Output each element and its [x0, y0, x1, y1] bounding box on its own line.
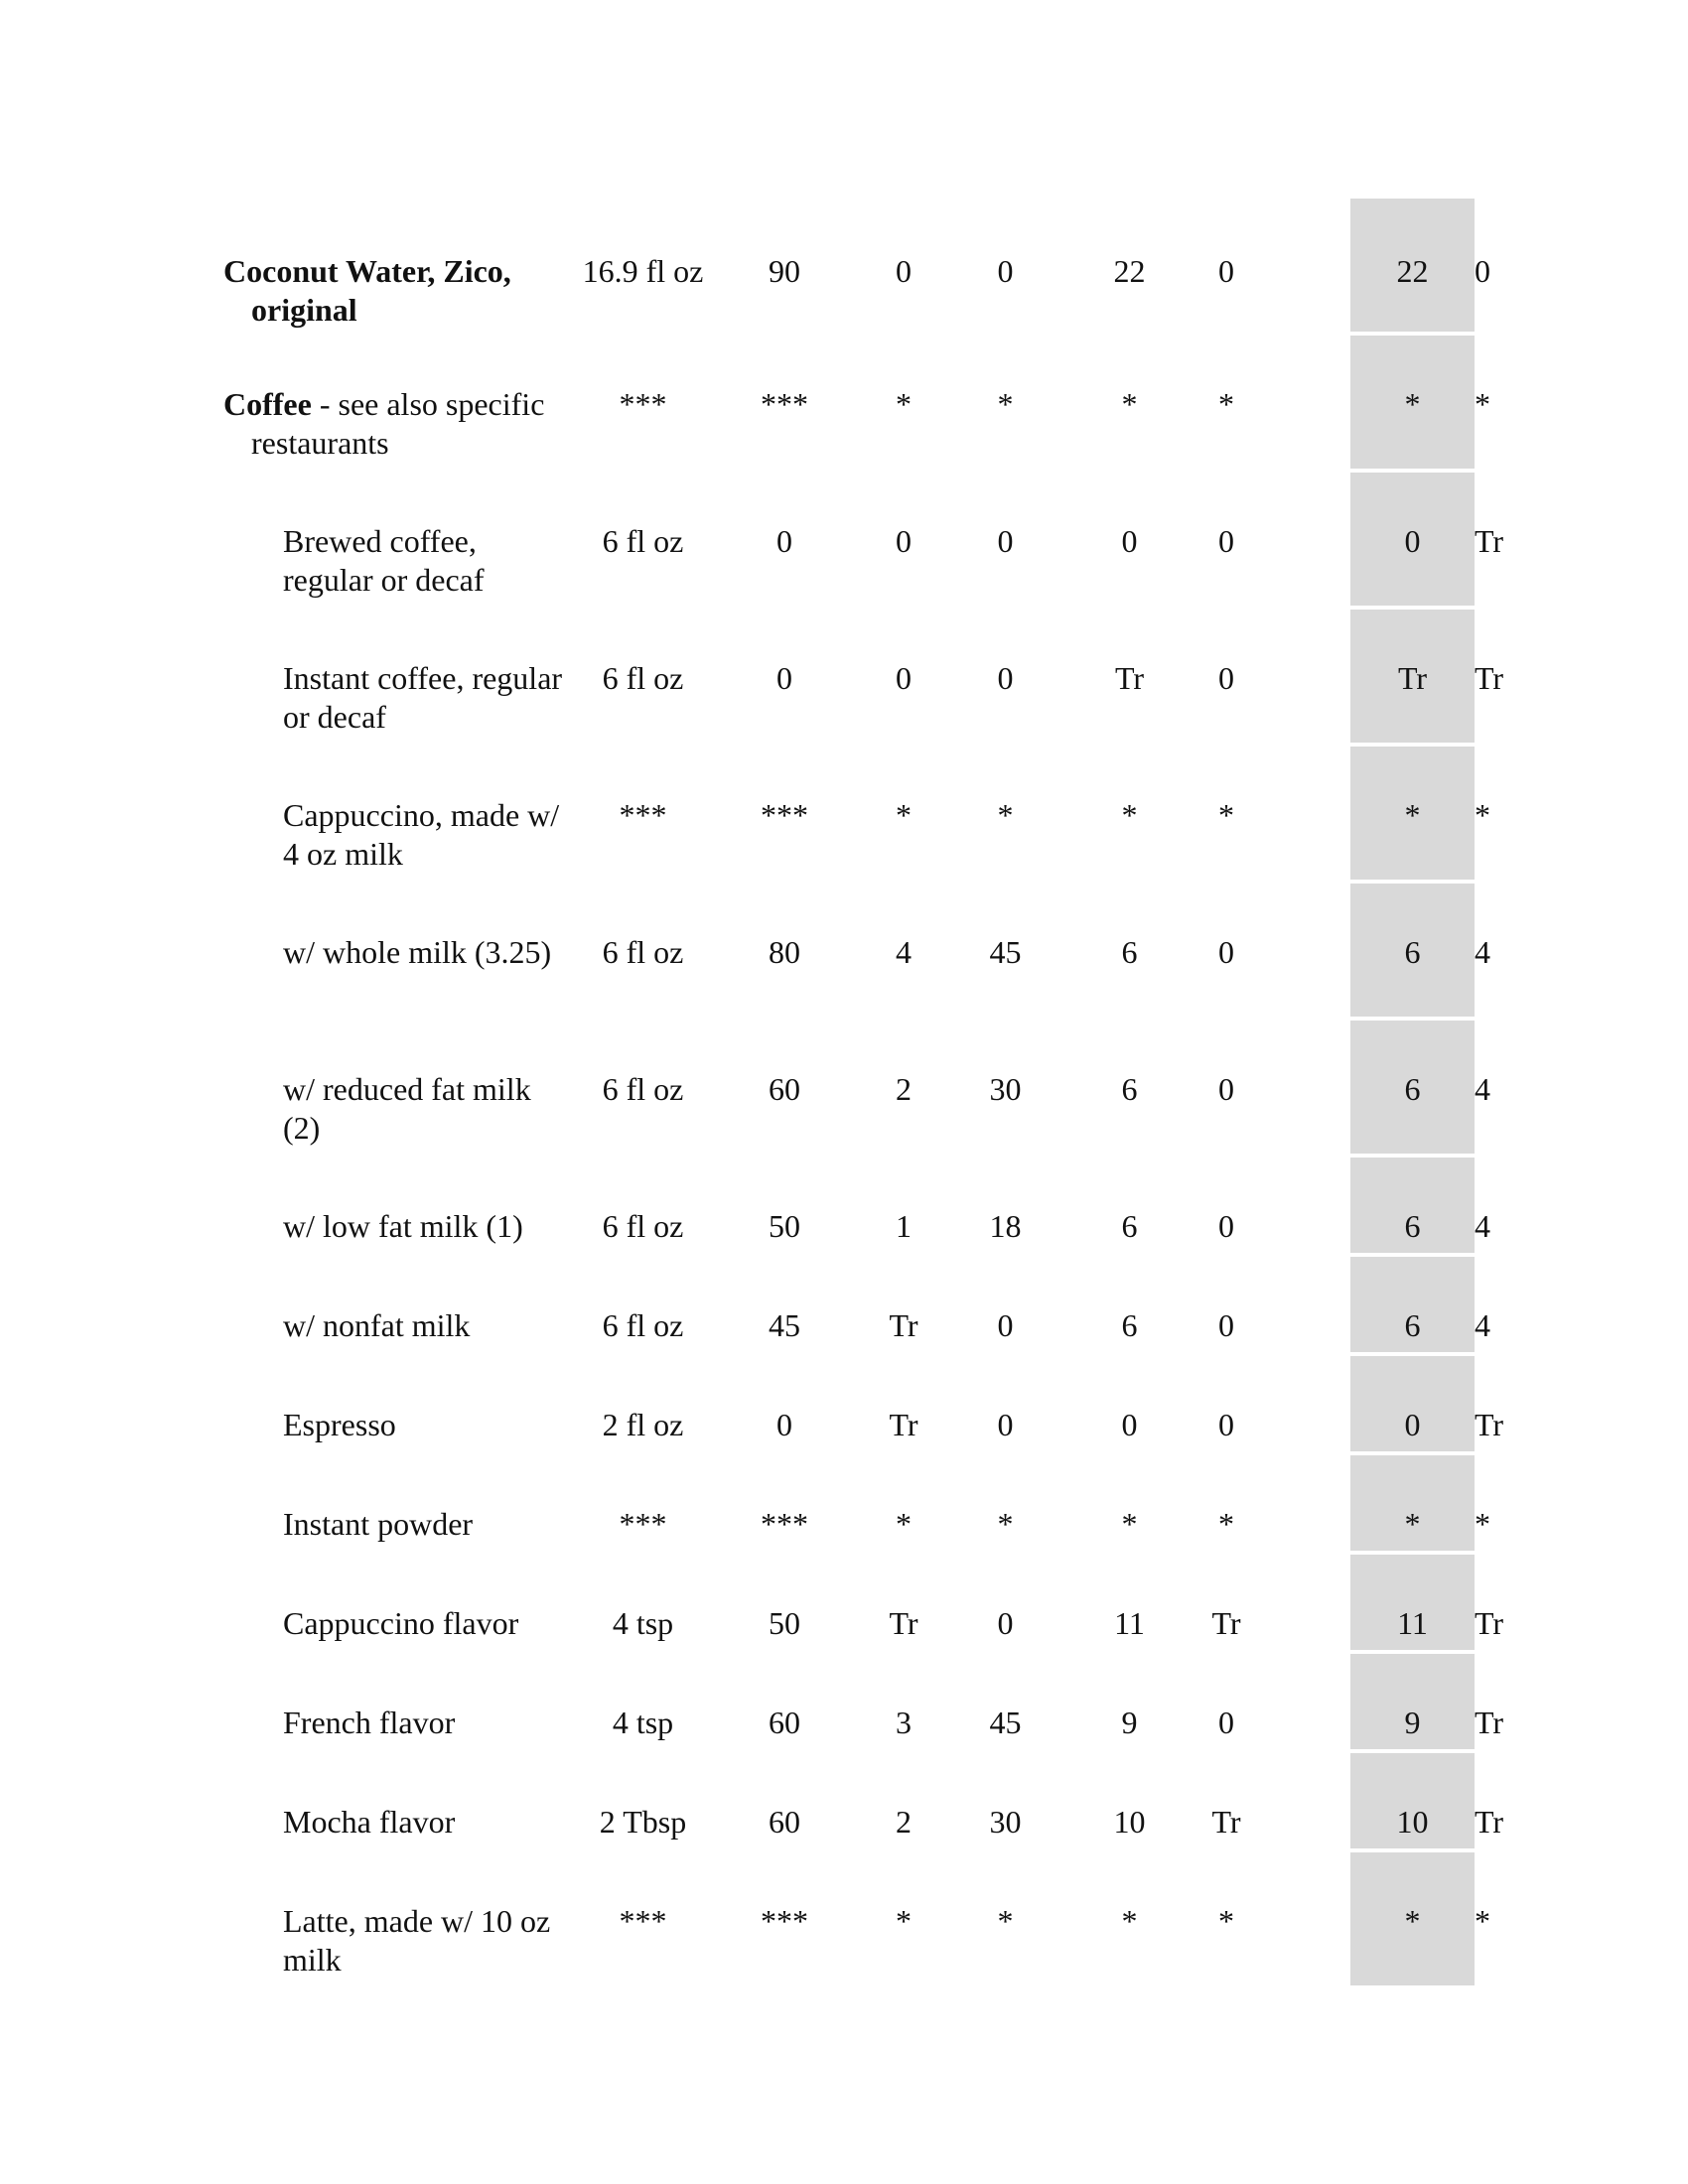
sodium-cell: 0: [953, 1257, 1057, 1356]
spacer-cell: [1251, 610, 1350, 747]
sodium-cell: 18: [953, 1158, 1057, 1257]
sodium-cell: 0: [953, 610, 1057, 747]
food-name-text: Latte, made w/ 10 oz milk: [283, 1903, 551, 1978]
carb-cell: *: [1057, 1455, 1201, 1555]
carb-cell: Tr: [1057, 610, 1201, 747]
sodium-cell: 45: [953, 884, 1057, 1021]
food-name-text: w/ nonfat milk: [283, 1307, 471, 1343]
table-row: w/ whole milk (3.25) 6 fl oz 80 4 45 6 0 6 4: [223, 884, 1475, 1021]
fat-cell: *: [854, 336, 953, 473]
fiber-cell: 0: [1201, 1158, 1251, 1257]
serving-cell: ***: [571, 336, 715, 473]
fat-cell: 0: [854, 610, 953, 747]
fat-cell: 1: [854, 1158, 953, 1257]
table-row: Latte, made w/ 10 oz milk *** *** * * * * * *: [223, 1852, 1475, 1989]
sodium-cell: *: [953, 1455, 1057, 1555]
spacer-cell: [1251, 1654, 1350, 1753]
calories-cell: 80: [715, 884, 854, 1021]
spacer-cell: [1251, 1257, 1350, 1356]
carb-cell: 11: [1057, 1555, 1201, 1654]
food-name: [223, 1158, 571, 1257]
spacer-cell: [1251, 1555, 1350, 1654]
table-row: Coffee - see also specific restaurants *** *** * * * * * *: [223, 336, 1475, 473]
carb-cell: 9: [1057, 1654, 1201, 1753]
food-name-text: French flavor: [283, 1705, 456, 1740]
food-name-text: w/ whole milk (3.25): [283, 934, 552, 970]
spacer-cell: [1251, 336, 1350, 473]
food-name-text: - see also specific restaurants: [251, 386, 545, 461]
food-name: [223, 199, 571, 336]
sugar-cell: *: [1350, 1455, 1475, 1555]
sugar-cell: Tr: [1350, 610, 1475, 747]
food-name: [223, 336, 571, 473]
fiber-cell: *: [1201, 336, 1251, 473]
calories-cell: 0: [715, 610, 854, 747]
sugar-cell: 0: [1350, 1356, 1475, 1455]
serving-cell: 16.9 fl oz: [571, 199, 715, 336]
sodium-cell: 0: [953, 1356, 1057, 1455]
serving-cell: 6 fl oz: [571, 1158, 715, 1257]
nutrition-table: [223, 199, 1504, 1989]
carb-cell: *: [1057, 1852, 1201, 1989]
sugar-cell: *: [1350, 336, 1475, 473]
fat-cell: *: [854, 1852, 953, 1989]
fat-cell: 2: [854, 1021, 953, 1158]
calories-cell: ***: [715, 1852, 854, 1989]
table-row: Mocha flavor 2 Tbsp 60 2 30 10 Tr 10 Tr: [223, 1753, 1475, 1852]
table-row: Instant powder *** *** * * * * * *: [223, 1455, 1475, 1555]
carb-cell: *: [1057, 336, 1201, 473]
food-name-text: w/ low fat milk (1): [283, 1208, 523, 1244]
food-name: [223, 747, 571, 884]
food-name: [223, 1021, 571, 1158]
fat-cell: 3: [854, 1654, 953, 1753]
food-name: [223, 610, 571, 747]
fat-cell: Tr: [854, 1555, 953, 1654]
fiber-cell: *: [1201, 747, 1251, 884]
serving-cell: 6 fl oz: [571, 1021, 715, 1158]
food-name-text: Cappuccino flavor: [283, 1605, 519, 1641]
food-name: [223, 1654, 571, 1753]
serving-cell: 6 fl oz: [571, 884, 715, 1021]
food-name-bold: Coffee: [223, 386, 312, 422]
calories-cell: ***: [715, 1455, 854, 1555]
table-row: Espresso 2 fl oz 0 Tr 0 0 0 0 Tr: [223, 1356, 1475, 1455]
fiber-cell: 0: [1201, 199, 1251, 336]
fat-cell: Tr: [854, 1356, 953, 1455]
fiber-cell: 0: [1201, 473, 1251, 610]
spacer-cell: [1251, 884, 1350, 1021]
food-name-text: Brewed coffee, regular or decaf: [283, 523, 485, 598]
food-name-text: Espresso: [283, 1407, 396, 1442]
fiber-cell: 0: [1201, 884, 1251, 1021]
fiber-cell: 0: [1201, 1021, 1251, 1158]
carb-cell: 6: [1057, 1158, 1201, 1257]
sugar-cell: 11: [1350, 1555, 1475, 1654]
sugar-cell: 6: [1350, 1021, 1475, 1158]
fat-cell: 0: [854, 473, 953, 610]
carb-cell: 0: [1057, 473, 1201, 610]
calories-cell: 90: [715, 199, 854, 336]
food-name-text: Cappuccino, made w/ 4 oz milk: [283, 797, 560, 872]
spacer-cell: [1251, 747, 1350, 884]
food-name: [223, 1356, 571, 1455]
spacer-cell: [1251, 1455, 1350, 1555]
table-row: Cappuccino, made w/ 4 oz milk *** *** * * * * * *: [223, 747, 1475, 884]
food-name: [223, 1555, 571, 1654]
sugar-cell: 9: [1350, 1654, 1475, 1753]
table-row: French flavor 4 tsp 60 3 45 9 0 9 Tr: [223, 1654, 1475, 1753]
spacer-cell: [1251, 1021, 1350, 1158]
food-name: [223, 1455, 571, 1555]
calories-cell: ***: [715, 336, 854, 473]
fat-cell: 4: [854, 884, 953, 1021]
fat-cell: *: [854, 1455, 953, 1555]
calories-cell: 60: [715, 1753, 854, 1852]
fiber-cell: 0: [1201, 1654, 1251, 1753]
serving-cell: 6 fl oz: [571, 610, 715, 747]
fat-cell: Tr: [854, 1257, 953, 1356]
food-name: [223, 1852, 571, 1989]
food-name-text: Instant powder: [283, 1506, 474, 1542]
spacer-cell: [1251, 1753, 1350, 1852]
fat-cell: *: [854, 747, 953, 884]
food-name-bold: Coconut Water, Zico, original: [223, 253, 511, 328]
carb-cell: 6: [1057, 1021, 1201, 1158]
serving-cell: 4 tsp: [571, 1654, 715, 1753]
fiber-cell: 0: [1201, 1257, 1251, 1356]
serving-cell: 2 fl oz: [571, 1356, 715, 1455]
fiber-cell: Tr: [1201, 1753, 1251, 1852]
serving-cell: ***: [571, 747, 715, 884]
food-name: [223, 884, 571, 1021]
serving-cell: 4 tsp: [571, 1555, 715, 1654]
sugar-cell: 22: [1350, 199, 1475, 336]
calories-cell: 50: [715, 1555, 854, 1654]
table-row: w/ reduced fat milk (2) 6 fl oz 60 2 30 6 0 6 4: [223, 1021, 1475, 1158]
serving-cell: 2 Tbsp: [571, 1753, 715, 1852]
spacer-cell: [1251, 1158, 1350, 1257]
food-name-text: Mocha flavor: [283, 1804, 456, 1840]
table-row: Coconut Water, Zico, original 16.9 fl oz 90 0 0 22 0 22 0: [223, 199, 1475, 336]
calories-cell: 45: [715, 1257, 854, 1356]
sodium-cell: *: [953, 747, 1057, 884]
table-row: Brewed coffee, regular or decaf 6 fl oz 0 0 0 0 0 0 Tr: [223, 473, 1475, 610]
carb-cell: 6: [1057, 1257, 1201, 1356]
sodium-cell: 0: [953, 1555, 1057, 1654]
serving-cell: 6 fl oz: [571, 1257, 715, 1356]
sugar-cell: 0: [1350, 473, 1475, 610]
fiber-cell: *: [1201, 1455, 1251, 1555]
carb-cell: 22: [1057, 199, 1201, 336]
calories-cell: 0: [715, 1356, 854, 1455]
carb-cell: 6: [1057, 884, 1201, 1021]
calories-cell: 60: [715, 1021, 854, 1158]
food-name-text: Instant coffee, regular or decaf: [283, 660, 563, 735]
spacer-cell: [1251, 1852, 1350, 1989]
food-name: [223, 473, 571, 610]
carb-cell: *: [1057, 747, 1201, 884]
sugar-cell: *: [1350, 1852, 1475, 1989]
spacer-cell: [1251, 1356, 1350, 1455]
serving-cell: ***: [571, 1852, 715, 1989]
food-name: [223, 1753, 571, 1852]
sodium-cell: 30: [953, 1021, 1057, 1158]
sodium-cell: *: [953, 336, 1057, 473]
fiber-cell: *: [1201, 1852, 1251, 1989]
fat-cell: 0: [854, 199, 953, 336]
sodium-cell: 0: [953, 473, 1057, 610]
table-row: w/ low fat milk (1) 6 fl oz 50 1 18 6 0 6 4: [223, 1158, 1475, 1257]
table-row: w/ nonfat milk 6 fl oz 45 Tr 0 6 0 6 4: [223, 1257, 1475, 1356]
calories-cell: 60: [715, 1654, 854, 1753]
sugar-cell: *: [1350, 747, 1475, 884]
spacer-cell: [1251, 199, 1350, 336]
table-row: Instant coffee, regular or decaf 6 fl oz 0 0 0 Tr 0 Tr Tr: [223, 610, 1475, 747]
spacer-cell: [1251, 473, 1350, 610]
calories-cell: 50: [715, 1158, 854, 1257]
sodium-cell: 0: [953, 199, 1057, 336]
sugar-cell: 6: [1350, 1158, 1475, 1257]
serving-cell: ***: [571, 1455, 715, 1555]
food-name-text: w/ reduced fat milk (2): [283, 1071, 531, 1146]
sugar-cell: 6: [1350, 884, 1475, 1021]
sodium-cell: 30: [953, 1753, 1057, 1852]
serving-cell: 6 fl oz: [571, 473, 715, 610]
sugar-cell: 10: [1350, 1753, 1475, 1852]
sodium-cell: *: [953, 1852, 1057, 1989]
sodium-cell: 45: [953, 1654, 1057, 1753]
fiber-cell: 0: [1201, 1356, 1251, 1455]
calories-cell: ***: [715, 747, 854, 884]
fiber-cell: Tr: [1201, 1555, 1251, 1654]
fat-cell: 2: [854, 1753, 953, 1852]
carb-cell: 0: [1057, 1356, 1201, 1455]
calories-cell: 0: [715, 473, 854, 610]
table-row: Cappuccino flavor 4 tsp 50 Tr 0 11 Tr 11 Tr: [223, 1555, 1475, 1654]
carb-cell: 10: [1057, 1753, 1201, 1852]
sugar-cell: 6: [1350, 1257, 1475, 1356]
food-name: [223, 1257, 571, 1356]
fiber-cell: 0: [1201, 610, 1251, 747]
